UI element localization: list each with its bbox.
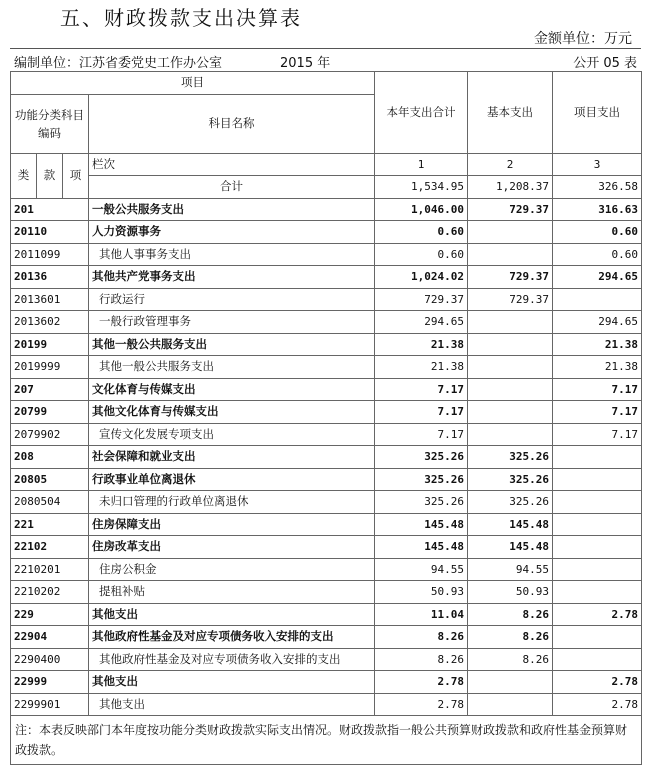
row-project: 7.17: [553, 401, 642, 424]
row-total: 0.60: [375, 221, 468, 244]
row-basic: 145.48: [468, 536, 553, 559]
table-row: [11, 468, 642, 491]
row-code: 2299901: [11, 693, 89, 716]
row-basic: [468, 693, 553, 716]
row-project: [553, 536, 642, 559]
table-row: [11, 513, 642, 536]
header-lanci: 栏次: [89, 153, 375, 176]
expenditure-table: [10, 71, 642, 765]
row-name: 其他共产党事务支出: [89, 266, 375, 289]
table-row: [11, 221, 642, 244]
page-title: 五、财政拨款支出决算表: [60, 6, 302, 30]
header-func-code: 功能分类科目编码: [11, 94, 89, 153]
table-row: [11, 446, 642, 469]
header-xiang: 项: [63, 153, 89, 198]
row-code: 20199: [11, 333, 89, 356]
row-total: 7.17: [375, 401, 468, 424]
header-item: 项目: [11, 72, 375, 95]
row-name: 住房保障支出: [89, 513, 375, 536]
row-name: 一般公共服务支出: [89, 198, 375, 221]
row-name: 其他人事事务支出: [89, 243, 375, 266]
row-basic: 50.93: [468, 581, 553, 604]
sum-row: [11, 176, 642, 199]
row-project: 294.65: [553, 266, 642, 289]
header-row-lanci: [11, 153, 642, 176]
row-total: 294.65: [375, 311, 468, 334]
row-project: [553, 626, 642, 649]
row-code: 2210201: [11, 558, 89, 581]
table-row: [11, 558, 642, 581]
row-basic: [468, 671, 553, 694]
row-total: 7.17: [375, 423, 468, 446]
row-code: 208: [11, 446, 89, 469]
row-basic: [468, 221, 553, 244]
row-basic: 94.55: [468, 558, 553, 581]
table-row: [11, 693, 642, 716]
table-note: 注：本表反映部门本年度按功能分类财政拨款实际支出情况。财政拨款指一般公共预算财政拨款和政府性基金预算财政拨款。: [11, 716, 642, 765]
row-project: 316.63: [553, 198, 642, 221]
row-code: 207: [11, 378, 89, 401]
header-total: 本年支出合计: [375, 72, 468, 154]
row-project: 2.78: [553, 603, 642, 626]
header-col2: 2: [468, 153, 553, 176]
note-row: [11, 716, 642, 765]
row-basic: 729.37: [468, 288, 553, 311]
table-row: [11, 243, 642, 266]
row-name: 其他支出: [89, 603, 375, 626]
table-row: [11, 423, 642, 446]
row-project: [553, 558, 642, 581]
row-code: 22102: [11, 536, 89, 559]
row-project: [553, 581, 642, 604]
row-code: 2019999: [11, 356, 89, 379]
table-row: [11, 266, 642, 289]
row-total: 325.26: [375, 446, 468, 469]
table-row: [11, 581, 642, 604]
report-year: 2015 年: [280, 56, 331, 71]
row-name: 提租补贴: [89, 581, 375, 604]
row-code: 2210202: [11, 581, 89, 604]
table-row: [11, 311, 642, 334]
row-project: 294.65: [553, 311, 642, 334]
table-row: [11, 671, 642, 694]
row-name: 其他支出: [89, 693, 375, 716]
header-project: 项目支出: [553, 72, 642, 154]
row-basic: 325.26: [468, 468, 553, 491]
table-row: [11, 198, 642, 221]
header-row-item: [11, 72, 642, 95]
row-total: 145.48: [375, 513, 468, 536]
row-project: 2.78: [553, 671, 642, 694]
row-project: 21.38: [553, 333, 642, 356]
table-row: [11, 536, 642, 559]
table-row: [11, 378, 642, 401]
row-project: 21.38: [553, 356, 642, 379]
row-basic: 325.26: [468, 491, 553, 514]
row-name: 住房公积金: [89, 558, 375, 581]
row-project: 0.60: [553, 243, 642, 266]
sum-basic: 1,208.37: [468, 176, 553, 199]
table-row: [11, 491, 642, 514]
report-header-line: [10, 48, 641, 71]
sum-project: 326.58: [553, 176, 642, 199]
row-code: 201: [11, 198, 89, 221]
row-basic: 8.26: [468, 648, 553, 671]
row-code: 20805: [11, 468, 89, 491]
table-row: [11, 288, 642, 311]
row-total: 1,024.02: [375, 266, 468, 289]
row-project: [553, 491, 642, 514]
row-total: 1,046.00: [375, 198, 468, 221]
sum-label: 合计: [89, 176, 375, 199]
row-code: 2013602: [11, 311, 89, 334]
row-project: [553, 513, 642, 536]
row-name: 其他一般公共服务支出: [89, 333, 375, 356]
row-basic: [468, 311, 553, 334]
row-name: 其他一般公共服务支出: [89, 356, 375, 379]
row-basic: [468, 333, 553, 356]
row-project: 7.17: [553, 378, 642, 401]
row-total: 7.17: [375, 378, 468, 401]
row-name: 其他政府性基金及对应专项债务收入安排的支出: [89, 626, 375, 649]
row-code: 20110: [11, 221, 89, 244]
row-project: [553, 288, 642, 311]
row-code: 20136: [11, 266, 89, 289]
row-project: [553, 468, 642, 491]
row-total: 325.26: [375, 468, 468, 491]
row-name: 未归口管理的行政单位离退休: [89, 491, 375, 514]
row-name: 行政事业单位离退休: [89, 468, 375, 491]
header-col1: 1: [375, 153, 468, 176]
table-row: [11, 648, 642, 671]
compiling-unit: 编制单位：江苏省委党史工作办公室: [14, 56, 223, 71]
row-code: 22904: [11, 626, 89, 649]
row-total: 8.26: [375, 626, 468, 649]
row-basic: [468, 401, 553, 424]
form-code: 公开 05 表: [573, 56, 637, 71]
row-total: 21.38: [375, 356, 468, 379]
row-code: 221: [11, 513, 89, 536]
row-code: 2079902: [11, 423, 89, 446]
row-code: 2013601: [11, 288, 89, 311]
row-name: 社会保障和就业支出: [89, 446, 375, 469]
row-name: 其他文化体育与传媒支出: [89, 401, 375, 424]
header-lei: 类: [11, 153, 37, 198]
table-row: [11, 401, 642, 424]
table-row: [11, 603, 642, 626]
row-basic: 729.37: [468, 266, 553, 289]
row-basic: [468, 378, 553, 401]
row-code: 2080504: [11, 491, 89, 514]
row-project: [553, 446, 642, 469]
row-project: 7.17: [553, 423, 642, 446]
row-basic: [468, 423, 553, 446]
row-basic: [468, 243, 553, 266]
row-code: 2011099: [11, 243, 89, 266]
row-basic: 8.26: [468, 626, 553, 649]
row-name: 其他支出: [89, 671, 375, 694]
row-total: 94.55: [375, 558, 468, 581]
row-basic: [468, 356, 553, 379]
row-project: [553, 648, 642, 671]
table-row: [11, 356, 642, 379]
header-basic: 基本支出: [468, 72, 553, 154]
row-name: 宣传文化发展专项支出: [89, 423, 375, 446]
table-row: [11, 333, 642, 356]
row-code: 22999: [11, 671, 89, 694]
header-col3: 3: [553, 153, 642, 176]
row-total: 0.60: [375, 243, 468, 266]
row-total: 50.93: [375, 581, 468, 604]
row-basic: 145.48: [468, 513, 553, 536]
row-total: 11.04: [375, 603, 468, 626]
header-subject-name: 科目名称: [89, 94, 375, 153]
row-total: 2.78: [375, 671, 468, 694]
row-name: 文化体育与传媒支出: [89, 378, 375, 401]
row-name: 一般行政管理事务: [89, 311, 375, 334]
row-total: 21.38: [375, 333, 468, 356]
row-code: 229: [11, 603, 89, 626]
row-total: 2.78: [375, 693, 468, 716]
row-basic: 8.26: [468, 603, 553, 626]
row-basic: 325.26: [468, 446, 553, 469]
row-total: 145.48: [375, 536, 468, 559]
row-basic: 729.37: [468, 198, 553, 221]
header-kuan: 款: [37, 153, 63, 198]
row-project: 0.60: [553, 221, 642, 244]
sum-total: 1,534.95: [375, 176, 468, 199]
table-row: [11, 626, 642, 649]
row-project: 2.78: [553, 693, 642, 716]
amount-unit: 金额单位：万元: [534, 31, 632, 47]
row-total: 8.26: [375, 648, 468, 671]
row-name: 行政运行: [89, 288, 375, 311]
row-total: 325.26: [375, 491, 468, 514]
row-name: 住房改革支出: [89, 536, 375, 559]
row-name: 人力资源事务: [89, 221, 375, 244]
row-code: 2290400: [11, 648, 89, 671]
row-code: 20799: [11, 401, 89, 424]
row-name: 其他政府性基金及对应专项债务收入安排的支出: [89, 648, 375, 671]
row-total: 729.37: [375, 288, 468, 311]
